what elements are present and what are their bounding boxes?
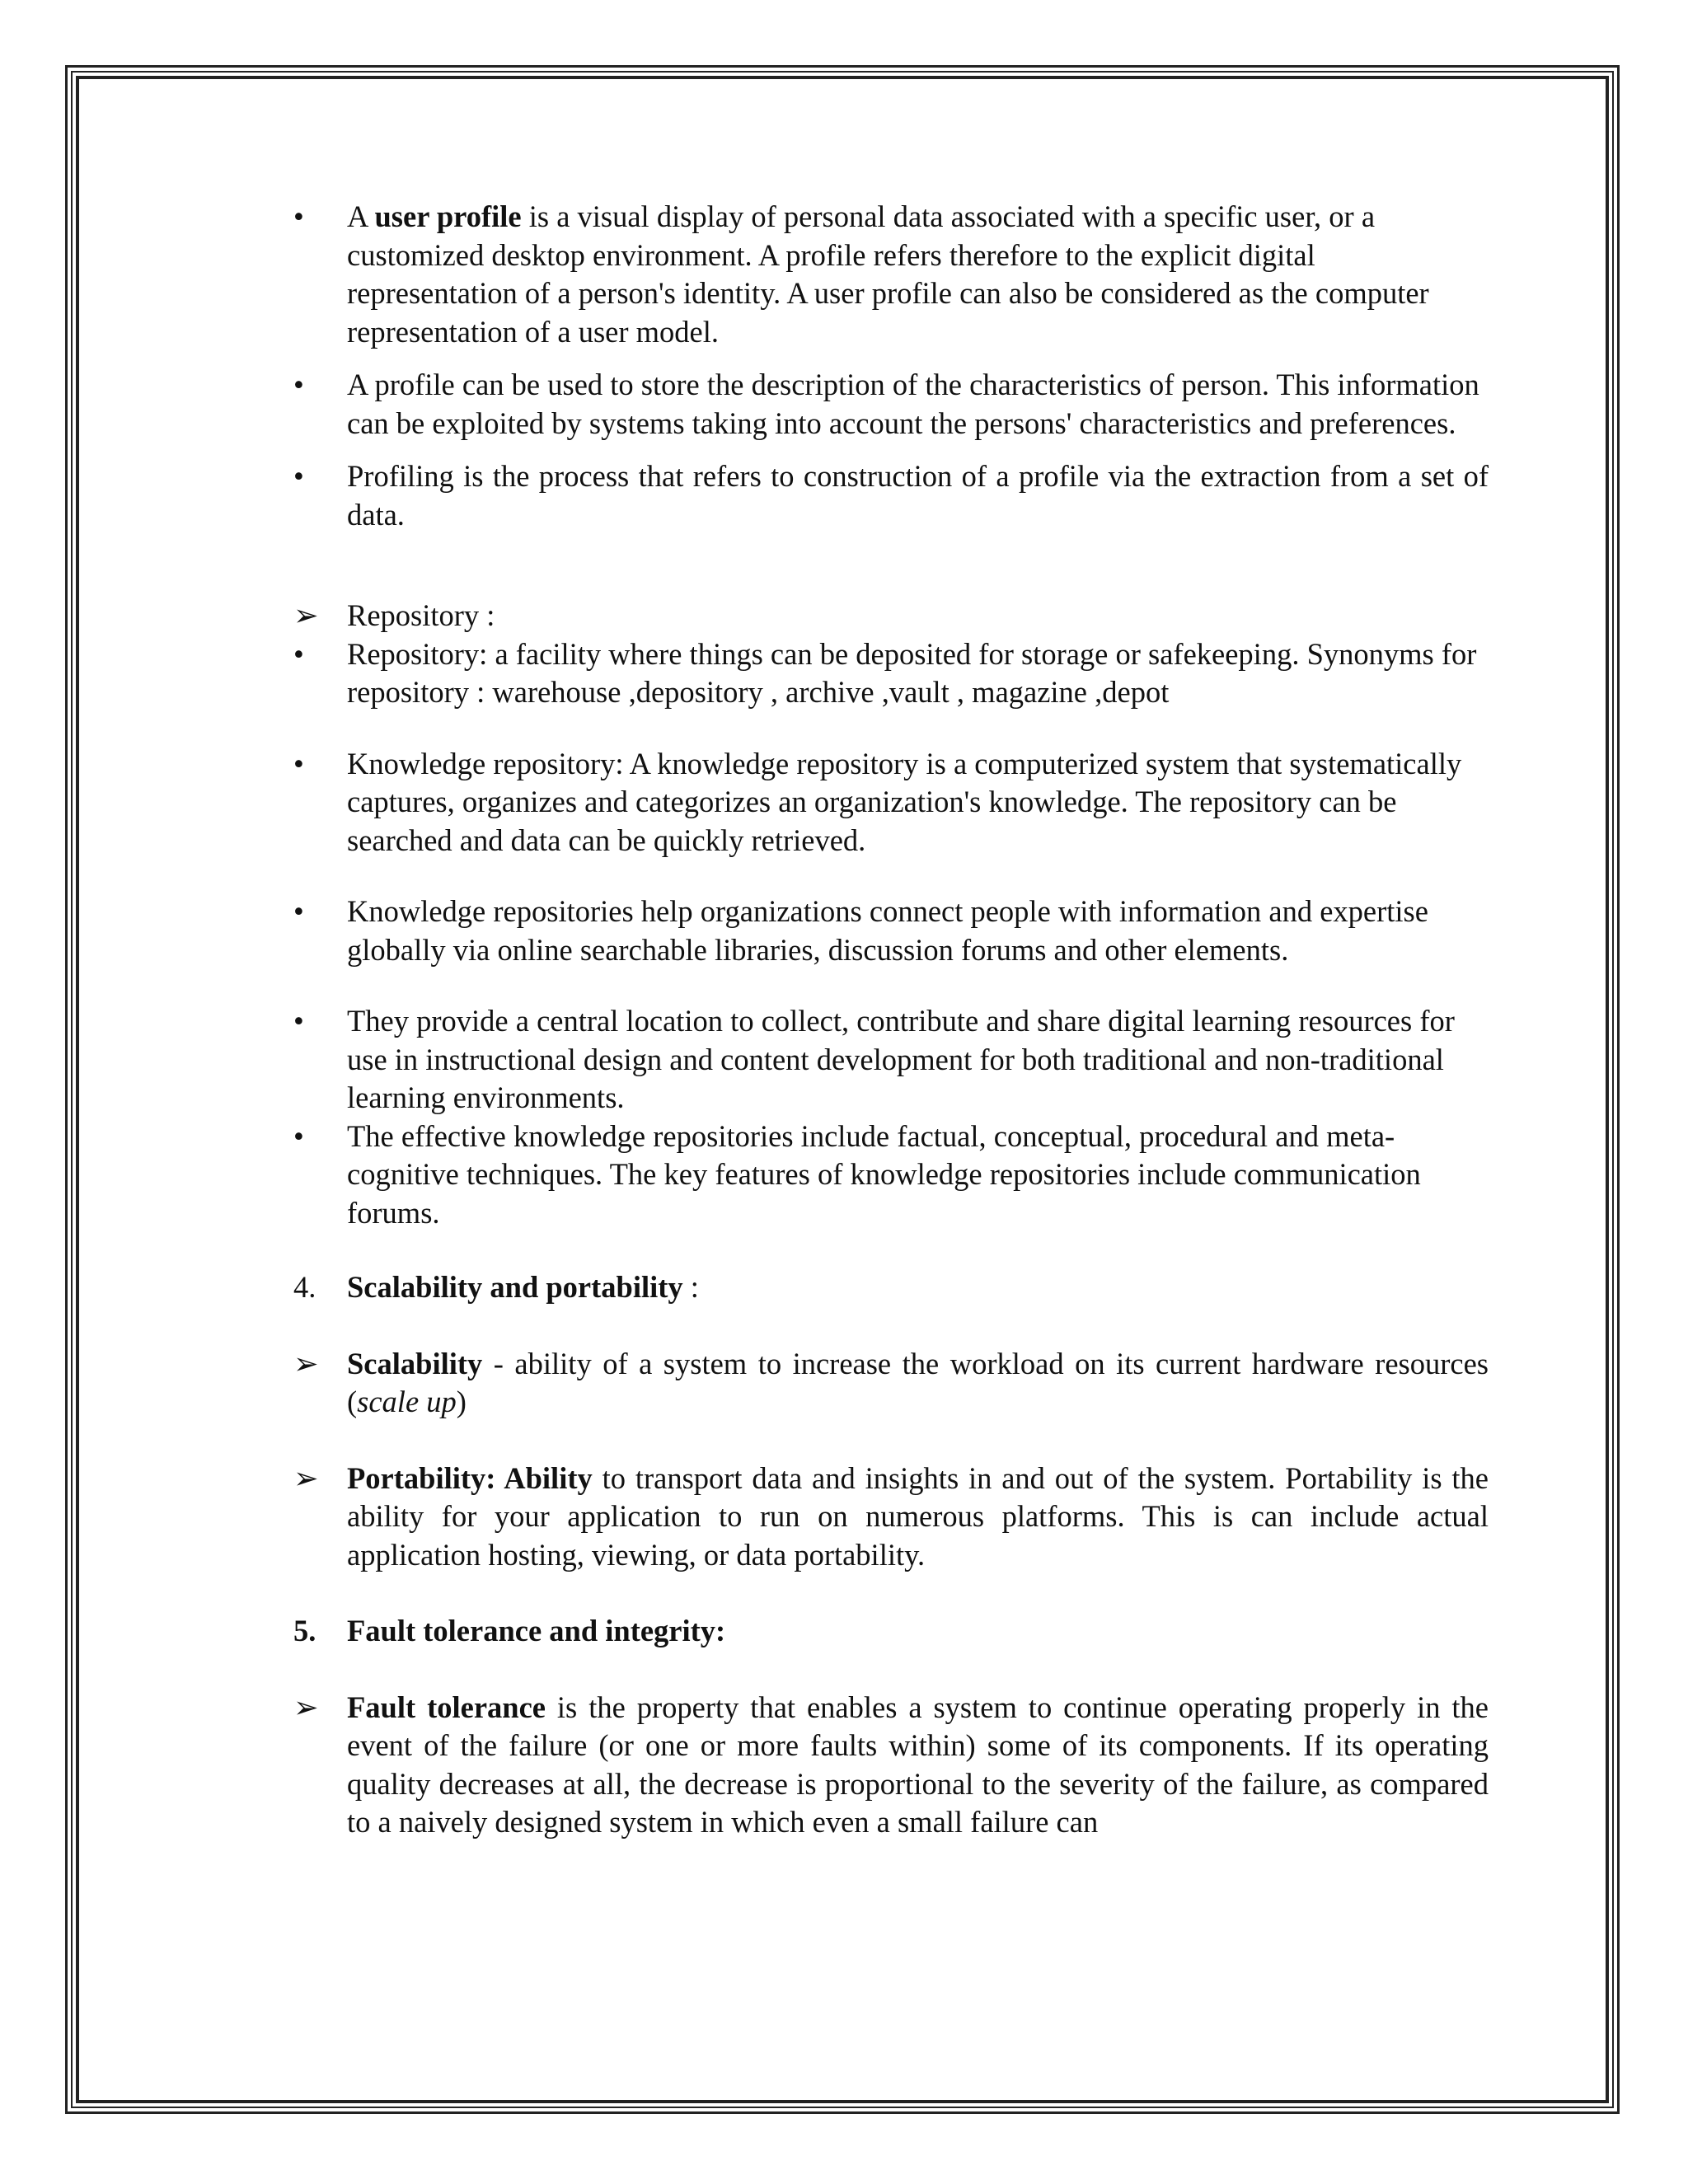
repository-heading-item [293,597,1489,635]
arrow-marker: ➢ [293,1346,319,1380]
term-scalability: Scalability [347,1346,483,1380]
list-item-profile-storage [293,366,1489,443]
bullet-marker: • [293,746,304,780]
paragraph-text: A profile can be used to store the description of the characteristics of person. This information can be exploited by systems taking into account the persons' characteristics and preferences. [347,368,1479,440]
bullet-marker: • [293,894,304,928]
bullet-marker: • [293,1004,304,1038]
list-item-scalability [293,1345,1489,1422]
paragraph-text [347,198,1489,351]
arrow-marker: ➢ [293,1460,319,1495]
italic-text: scale up [357,1385,457,1418]
paragraph-text: Repository: a facility where things can be deposited for storage or safekeeping. Synonyms for repository : warehouse ,depository , archive ,vault , magazine ,depot [347,636,1477,709]
list-item-user-profile [293,198,1489,351]
paragraph-text: The effective knowledge repositories include factual, conceptual, procedural and meta-cognitive techniques. The key features of knowledge repositories include communication forums. [347,1118,1421,1230]
list-item-portability [293,1460,1489,1575]
section-title: Fault tolerance and integrity: [347,1614,726,1647]
list-item-knowledge-repository [293,745,1489,860]
bullet-marker: • [293,199,304,233]
bullet-marker: • [293,1118,304,1153]
section-title-line [347,1612,1489,1651]
document-body [293,198,1489,1842]
paragraph-text [347,1689,1489,1842]
list-item-profiling [293,457,1489,534]
repository-heading: Repository : [347,598,495,632]
list-item-knowledge-repositories-help [293,893,1489,969]
arrow-marker: ➢ [293,598,319,632]
text-fragment: ) [456,1385,467,1418]
text-fragment: A [347,199,375,233]
paragraph-text: Knowledge repository: A knowledge repository is a computerized system that systematically captures, organizes and categorizes an organization's knowledge. The repository can be searched and data can be quickly retrieved. [347,746,1462,857]
list-item-repository-def [293,635,1489,712]
list-item-fault-tolerance [293,1689,1489,1842]
paragraph-text: They provide a central location to collect, contribute and share digital learning resources for use in instructional design and content development for both traditional and non-traditional learning environments. [347,1004,1455,1114]
section-number: 4. [293,1270,316,1304]
arrow-marker: ➢ [293,1690,319,1724]
text-fragment: to transport data and insights in and out of the system. Portability is the ability for your application to run on numerous platforms. This is can include actual application hosting, viewing, or data portability. [347,1460,1489,1572]
term-user-profile: user profile [374,199,522,233]
paragraph-text [347,1345,1489,1422]
bullet-marker: • [293,368,304,401]
section-number: 5. [293,1614,316,1647]
section-title-line [347,1268,1489,1307]
text-fragment: - ability of a system to increase the workload on its current hardware resources ( [347,1346,1489,1418]
term-fault-tolerance: Fault tolerance [347,1690,546,1724]
list-item-central-location [293,1002,1489,1118]
bullet-marker: • [293,459,304,493]
section-4-heading [293,1268,1489,1307]
bullet-marker: • [293,636,304,671]
term-portability: Portability: Ability [347,1460,593,1495]
text-fragment: is the property that enables a system to continue operating properly in the event of the failure (or one or more faults within) some of its components. If its operating quality decreases at all, the decrease is proportional to the severity of the failure, as compared to a naively designed system in which even a small failure can [347,1690,1489,1839]
paragraph-text [347,1460,1489,1575]
list-item-effective-repositories [293,1118,1489,1233]
paragraph-text: Knowledge repositories help organizations connect people with information and expertise globally via online searchable libraries, discussion forums and other elements. [347,894,1428,967]
section-title-suffix: : [682,1270,699,1304]
section-title: Scalability and portability [347,1270,683,1304]
section-5-heading [293,1612,1489,1651]
paragraph-text: Profiling is the process that refers to construction of a profile via the extraction from a set of data. [347,459,1489,532]
text-fragment: is a visual display of personal data associated with a specific user, or a customized desktop environment. A profile refers therefore to the explicit digital representation of a person's identity. A user profile can also be considered as the computer representation of a user model. [347,199,1429,349]
